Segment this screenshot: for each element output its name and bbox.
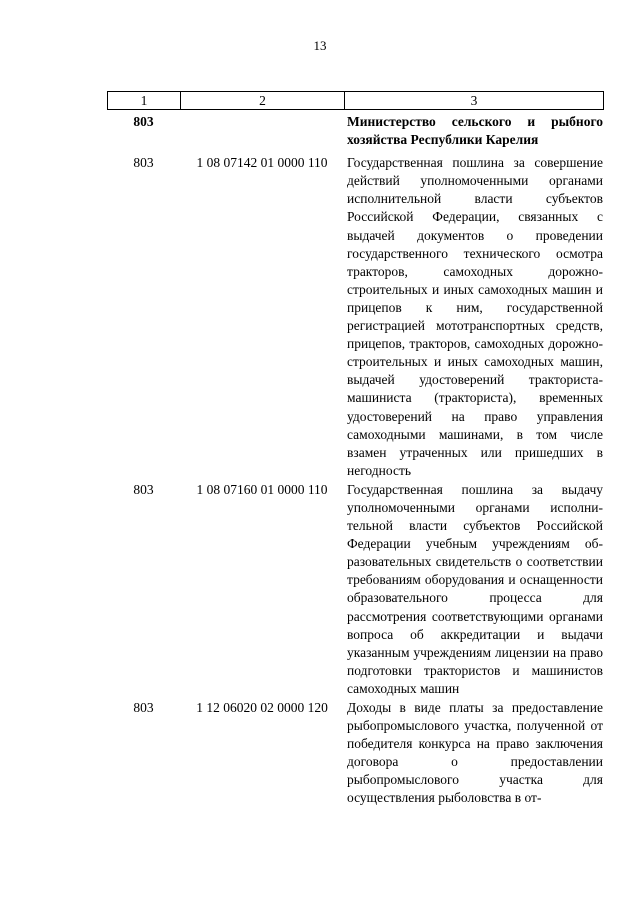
- column-header-1: 1: [108, 92, 181, 110]
- admin-code-cell: 803: [133, 114, 154, 129]
- kbk-code-cell: 1 08 07160 01 0000 110: [196, 481, 328, 497]
- column-header-2: 2: [181, 92, 345, 110]
- income-name-cell: Государственная пошлина за выдачу уполномоченными органами исполнительной власти субъектов Российской Федерации учебным учреждениям образовательных свидетельств о соответствии требованиям оборудования и оснащенности образовательного процесса для рассмотрения соответствующими органами вопроса об аккредитации и выдачи указанным учреждениям лицензии на право подготовки трактористов и машинистов самоходных машин: [347, 481, 603, 696]
- table-row: [107, 113, 603, 149]
- column-header-table: [107, 91, 604, 110]
- table-row: [107, 481, 603, 698]
- kbk-code-cell: 1 12 06020 02 0000 120: [196, 700, 328, 715]
- column-header-row: [108, 92, 604, 110]
- admin-code-cell: 803: [133, 155, 154, 171]
- column-header-3: 3: [345, 92, 604, 110]
- page-number: 13: [313, 38, 327, 53]
- table-body: [107, 113, 603, 808]
- table-row: [107, 699, 603, 808]
- income-name-cell: Доходы в виде платы за предоставление рыбопромыслового участка, полученной от победителя конкурса на право заключения договора о предоставлении рыбопромыслового участка для осуществления рыболовства в от-: [347, 700, 603, 806]
- admin-code-cell: 803: [133, 481, 154, 497]
- kbk-code-cell: 1 08 07142 01 0000 110: [196, 155, 328, 171]
- admin-code-cell: 803: [133, 700, 154, 715]
- table-row: [107, 154, 603, 480]
- income-name-cell: Министерство сельского и рыбного хозяйства Республики Карелия: [347, 114, 603, 148]
- income-name-cell: Государственная пошлина за совершение действий уполномоченными органами исполнительной власти субъектов Российской Федерации, связанных с выдачей документов о проведении государственного технического осмотра тракторов, самоходных дорожно-строительных и иных самоходных машин и прицепов к ним, государственной регистрацией мототранспортных средств, прицепов, тракторов, самоходных дорожностроительных и иных самоходных машин, выдачей удостоверений тракториста-машиниста (тракториста), временных удостоверений на право управления самоходными машинами, в том числе взамен утраченных или пришедших в негодность: [347, 155, 603, 478]
